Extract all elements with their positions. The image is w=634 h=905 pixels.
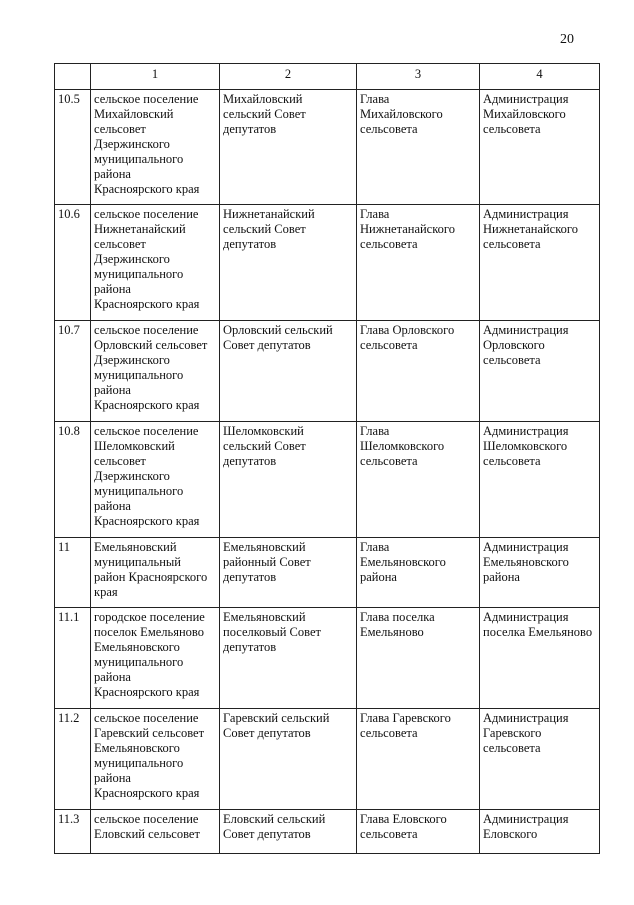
row-number-cell [55, 538, 91, 608]
municipality-cell-text: городское поселение поселок Емельяново Емельяновского муниципального района Красноярского края [94, 610, 205, 699]
row-number-cell-text: 10.6 [58, 207, 80, 221]
table-row [55, 709, 600, 810]
council-cell-text: Шеломковский сельский Совет депутатов [223, 424, 306, 468]
municipality-cell [91, 205, 220, 321]
head-cell [357, 608, 480, 709]
row-number-cell [55, 321, 91, 422]
council-cell-text: Гаревский сельский Совет депутатов [223, 711, 330, 740]
administration-cell-text: Администрация Еловского [483, 812, 569, 841]
administration-cell [480, 709, 600, 810]
head-cell-text: Глава поселка Емельяново [360, 610, 435, 639]
row-number-cell [55, 709, 91, 810]
administration-cell-text: Администрация Гаревского сельсовета [483, 711, 569, 755]
head-cell-text: Глава Шеломковского сельсовета [360, 424, 445, 468]
header-cell-3: 3 [357, 64, 480, 90]
administration-cell [480, 608, 600, 709]
table-row [55, 538, 600, 608]
municipality-cell [91, 608, 220, 709]
table-row [55, 810, 600, 854]
header-cell-4: 4 [480, 64, 600, 90]
municipality-cell [91, 810, 220, 854]
council-cell-text: Еловский сельский Совет депутатов [223, 812, 326, 841]
head-cell [357, 422, 480, 538]
municipality-cell-text: сельское поселение Михайловский сельсовет Дзержинского муниципального района Красноярского края [94, 92, 200, 196]
row-number-cell-text: 10.8 [58, 424, 80, 438]
council-cell [220, 709, 357, 810]
row-number-cell [55, 205, 91, 321]
document-table [54, 63, 600, 854]
head-cell [357, 321, 480, 422]
head-cell-text: Глава Орловского сельсовета [360, 323, 455, 352]
administration-cell [480, 422, 600, 538]
council-cell [220, 321, 357, 422]
municipality-cell-text: сельское поселение Еловский сельсовет [94, 812, 200, 841]
row-number-cell-text: 10.7 [58, 323, 80, 337]
municipality-cell-text: сельское поселение Шеломковский сельсовет Дзержинского муниципального района Красноярского края [94, 424, 200, 528]
header-cell-1: 1 [91, 64, 220, 90]
row-number-cell [55, 90, 91, 205]
head-cell-text: Глава Емельяновского района [360, 540, 446, 584]
council-cell [220, 205, 357, 321]
municipality-cell-text: сельское поселение Нижнетанайский сельсовет Дзержинского муниципального района Красноярского края [94, 207, 200, 311]
row-number-cell [55, 422, 91, 538]
page-number: 20 [560, 32, 574, 47]
head-cell [357, 205, 480, 321]
head-cell [357, 709, 480, 810]
council-cell-text: Емельяновский районный Совет депутатов [223, 540, 311, 584]
header-cell-number [55, 64, 91, 90]
municipality-cell-text: сельское поселение Гаревский сельсовет Емельяновского муниципального района Красноярского края [94, 711, 205, 800]
row-number-cell-text: 11.3 [58, 812, 80, 826]
administration-cell-text: Администрация Шеломковского сельсовета [483, 424, 569, 468]
municipality-cell [91, 538, 220, 608]
table-row [55, 90, 600, 205]
administration-cell [480, 321, 600, 422]
table-header-row [55, 64, 600, 90]
row-number-cell-text: 11.2 [58, 711, 80, 725]
row-number-cell-text: 11 [58, 540, 71, 554]
municipality-cell [91, 90, 220, 205]
council-cell-text: Емельяновский поселковый Совет депутатов [223, 610, 321, 654]
head-cell [357, 538, 480, 608]
administration-cell-text: Администрация Емельяновского района [483, 540, 569, 584]
council-cell [220, 608, 357, 709]
head-cell-text: Глава Нижнетанайского сельсовета [360, 207, 455, 251]
council-cell [220, 538, 357, 608]
head-cell-text: Глава Михайловского сельсовета [360, 92, 443, 136]
administration-cell-text: Администрация Нижнетанайского сельсовета [483, 207, 578, 251]
administration-cell [480, 205, 600, 321]
row-number-cell-text: 11.1 [58, 610, 80, 624]
administration-cell [480, 90, 600, 205]
row-number-cell [55, 608, 91, 709]
administration-cell [480, 538, 600, 608]
head-cell-text: Глава Еловского сельсовета [360, 812, 447, 841]
municipality-cell [91, 321, 220, 422]
header-cell-2: 2 [220, 64, 357, 90]
head-cell [357, 90, 480, 205]
table-row [55, 608, 600, 709]
row-number-cell-text: 10.5 [58, 92, 80, 106]
council-cell-text: Орловский сельский Совет депутатов [223, 323, 333, 352]
table-row [55, 422, 600, 538]
administration-cell-text: Администрация Михайловского сельсовета [483, 92, 569, 136]
table-row [55, 205, 600, 321]
administration-cell [480, 810, 600, 854]
municipality-cell [91, 709, 220, 810]
council-cell [220, 810, 357, 854]
row-number-cell [55, 810, 91, 854]
head-cell [357, 810, 480, 854]
council-cell [220, 90, 357, 205]
administration-cell-text: Администрация поселка Емельяново [483, 610, 593, 639]
municipality-cell-text: Емельяновский муниципальный район Красноярского края [94, 540, 208, 599]
municipality-cell-text: сельское поселение Орловский сельсовет Дзержинского муниципального района Красноярского края [94, 323, 208, 412]
municipality-cell [91, 422, 220, 538]
table-row [55, 321, 600, 422]
head-cell-text: Глава Гаревского сельсовета [360, 711, 451, 740]
council-cell-text: Михайловский сельский Совет депутатов [223, 92, 306, 136]
administration-cell-text: Администрация Орловского сельсовета [483, 323, 569, 367]
council-cell-text: Нижнетанайский сельский Совет депутатов [223, 207, 315, 251]
council-cell [220, 422, 357, 538]
